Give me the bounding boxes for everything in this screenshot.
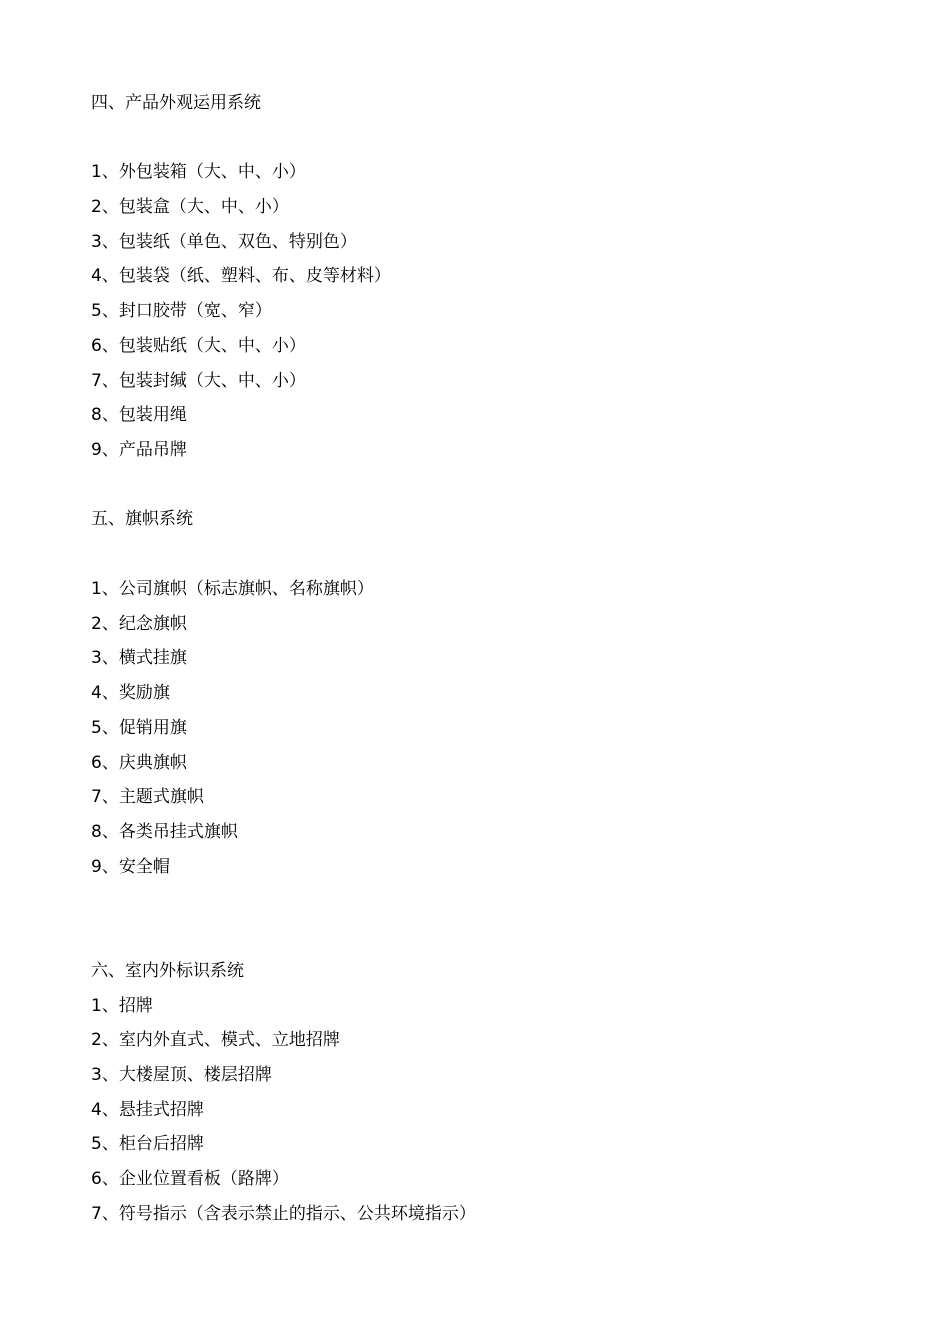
section-heading: 五、旗帜系统 [91, 509, 193, 529]
list-item: 6、包装贴纸（大、中、小） [91, 336, 306, 356]
section-heading: 四、产品外观运用系统 [91, 93, 261, 113]
list-item: 2、包装盒（大、中、小） [91, 197, 289, 217]
list-item: 9、安全帽 [91, 857, 170, 877]
list-item: 3、大楼屋顶、楼层招牌 [91, 1065, 272, 1085]
list-item: 3、横式挂旗 [91, 648, 187, 668]
list-item: 4、悬挂式招牌 [91, 1100, 204, 1120]
list-item: 1、公司旗帜（标志旗帜、名称旗帜） [91, 579, 374, 599]
list-item: 7、符号指示（含表示禁止的指示、公共环境指示） [91, 1204, 476, 1224]
list-item: 7、主题式旗帜 [91, 787, 204, 807]
list-item: 2、纪念旗帜 [91, 614, 187, 634]
list-item: 4、奖励旗 [91, 683, 170, 703]
list-item: 5、封口胶带（宽、窄） [91, 301, 272, 321]
list-item: 8、包装用绳 [91, 405, 187, 425]
list-item: 1、招牌 [91, 996, 153, 1016]
list-item: 2、室内外直式、模式、立地招牌 [91, 1030, 340, 1050]
list-item: 7、包装封缄（大、中、小） [91, 371, 306, 391]
list-item: 4、包装袋（纸、塑料、布、皮等材料） [91, 266, 391, 286]
list-item: 1、外包装箱（大、中、小） [91, 162, 306, 182]
list-item: 6、企业位置看板（路牌） [91, 1169, 289, 1189]
list-item: 3、包装纸（单色、双色、特别色） [91, 232, 357, 252]
list-item: 6、庆典旗帜 [91, 753, 187, 773]
section-heading: 六、室内外标识系统 [91, 961, 244, 981]
list-item: 5、促销用旗 [91, 718, 187, 738]
list-item: 9、产品吊牌 [91, 440, 187, 460]
list-item: 5、柜台后招牌 [91, 1134, 204, 1154]
list-item: 8、各类吊挂式旗帜 [91, 822, 238, 842]
